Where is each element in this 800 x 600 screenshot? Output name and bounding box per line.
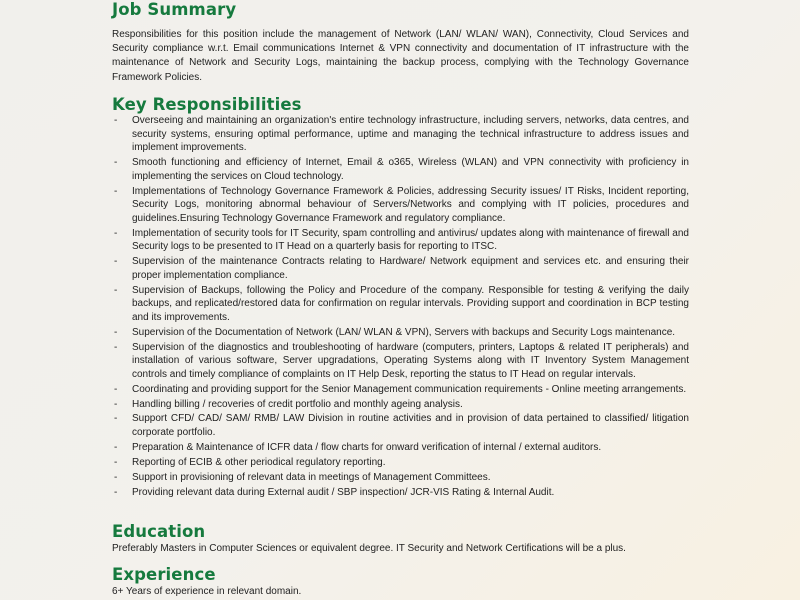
list-item <box>112 471 689 485</box>
list-item <box>112 398 689 412</box>
list-item <box>112 441 689 455</box>
bullet-dash: - <box>114 383 118 395</box>
list-item-text: Preparation & Maintenance of ICFR data / flow charts for onward verification of internal / external auditors. <box>132 441 602 453</box>
bullet-dash: - <box>114 441 118 453</box>
bullet-dash: - <box>114 398 118 410</box>
bullet-dash: - <box>114 486 118 498</box>
key-responsibilities-heading: Key Responsibilities <box>112 95 302 114</box>
list-item <box>112 185 689 226</box>
list-item-text: Supervision of the diagnostics and troubleshooting of hardware (computers, printers, Laptops & related IT peripherals) and installation of various software, Server upgradations, Operating Systems along with IT Inventory System Management controls and timely compliance of complaints on IT Help Desk, reporting the status to IT Head on regular intervals. <box>132 341 689 380</box>
list-item <box>112 114 689 155</box>
list-item-text: Providing relevant data during External audit / SBP inspection/ JCR-VIS Rating & Internal Audit. <box>132 486 555 498</box>
list-item-text: Smooth functioning and efficiency of Internet, Email & o365, Wireless (WLAN) and VPN connectivity with proficiency in implementing the services on Cloud technology. <box>132 157 689 182</box>
bullet-dash: - <box>114 456 118 468</box>
list-item <box>112 383 689 397</box>
experience-heading: Experience <box>112 565 216 584</box>
list-item <box>112 284 689 325</box>
list-item-text: Supervision of the maintenance Contracts relating to Hardware/ Network equipment and services etc. and ensuring their proper implementation compliance. <box>132 256 689 281</box>
bullet-dash: - <box>114 115 118 126</box>
bullet-dash: - <box>114 256 118 268</box>
list-item-text: Reporting of ECIB & other periodical regulatory reporting. <box>132 456 386 468</box>
job-summary-text: Responsibilities for this position include the management of Network (LAN/ WLAN/ WAN), Connectivity, Cloud Services and Security compliance w.r.t. Email communications Internet & VPN connectivity and documentation of IT infrastructure with the maintenance of Network and Security Logs, maintaining the backup process, complying with the Technology Governance Framework Policies. <box>112 29 689 83</box>
bullet-dash: - <box>114 157 118 169</box>
list-item-text: Support in provisioning of relevant data in meetings of Management Committees. <box>132 471 491 483</box>
bullet-dash: - <box>114 185 118 197</box>
responsibilities-list <box>112 114 689 500</box>
bullet-dash: - <box>114 284 118 296</box>
bullet-dash: - <box>114 413 118 425</box>
list-item <box>112 255 689 282</box>
list-item <box>112 456 689 470</box>
bullet-dash: - <box>114 326 118 338</box>
list-item-text: Supervision of the Documentation of Network (LAN/ WLAN & VPN), Servers with backups and Security Logs maintenance. <box>132 326 676 338</box>
list-item-text: Coordinating and providing support for the Senior Management communication requirements - Online meeting arrangements. <box>132 383 687 395</box>
bullet-dash: - <box>114 227 118 239</box>
bullet-dash: - <box>114 471 118 483</box>
list-item-text: Support CFD/ CAD/ SAM/ RMB/ LAW Division in routine activities and in provision of data pertained to classified/ litigation corporate portfolio. <box>132 413 689 439</box>
experience-text: 6+ Years of experience in relevant domain. <box>112 586 302 597</box>
list-item <box>112 412 689 439</box>
education-heading: Education <box>112 522 206 541</box>
list-item <box>112 486 689 500</box>
list-item-text: Implementations of Technology Governance Framework & Policies, addressing Security issues/ IT Risks, Incident reporting, Security Logs, monitoring abnormal behaviour of Servers/Networks and complying with IT policies, procedures and guidelines.Ensuring Technology Governance Framework and regulatory compliance. <box>132 185 689 224</box>
job-summary-heading: Job Summary <box>112 0 237 19</box>
list-item <box>112 156 689 183</box>
list-item-text: Implementation of security tools for IT Security, spam controlling and antivirus/ updates along with maintenance of firewall and Security logs to be presented to IT Head on a quarterly basis for reporting to ITSC. <box>132 227 689 253</box>
list-item-text: Overseeing and maintaining an organization's entire technology infrastructure, including servers, networks, data centres, and security systems, ensuring optimal performance, uptime and managing the technical infrastructure to address issues and implement improvements. <box>132 115 689 154</box>
list-item <box>112 326 689 340</box>
education-text: Preferably Masters in Computer Sciences or equivalent degree. IT Security and Network Certifications will be a plus. <box>112 543 626 554</box>
list-item <box>112 341 689 382</box>
list-item <box>112 227 689 254</box>
list-item-text: Supervision of Backups, following the Policy and Procedure of the company. Responsible for testing & verifying the daily backups, and replicated/restored data for confirmation on regular intervals. Providing support and coordination in BCP testing and its improvements. <box>132 284 689 323</box>
list-item-text: Handling billing / recoveries of credit portfolio and monthly ageing analysis. <box>132 398 463 410</box>
bullet-dash: - <box>114 341 118 353</box>
